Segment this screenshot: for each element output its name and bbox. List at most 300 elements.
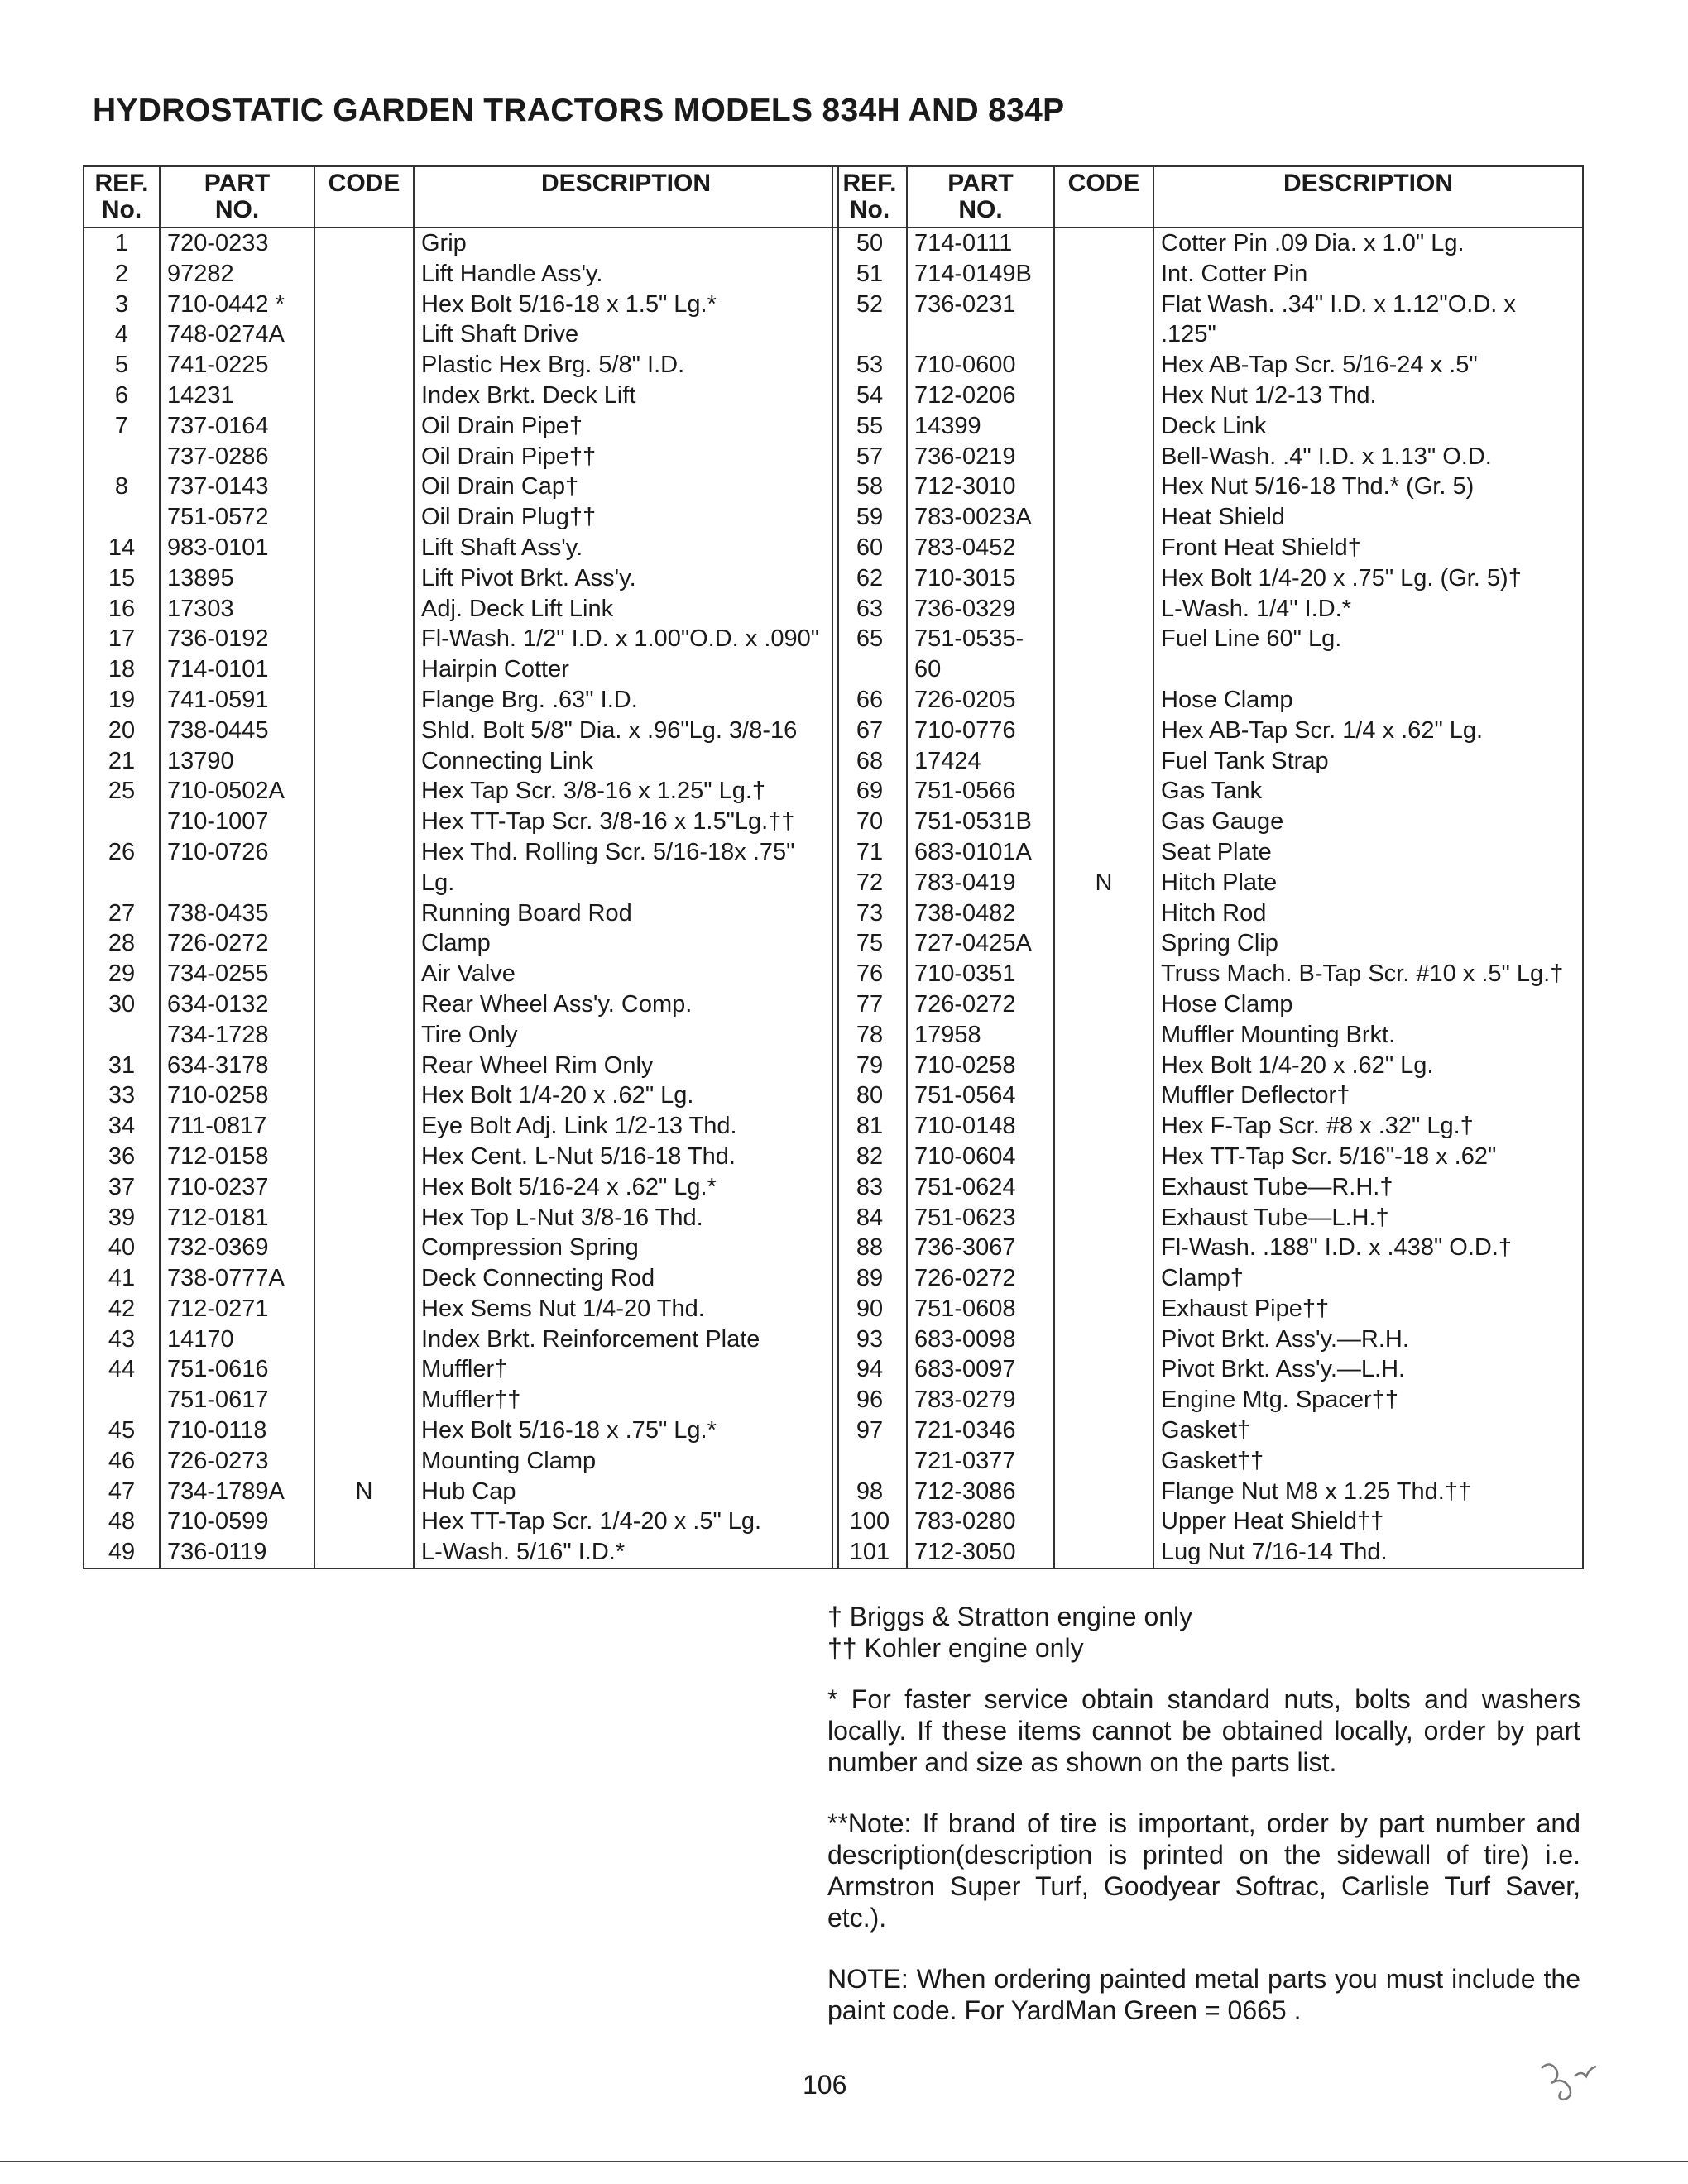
- table-row: [832, 228, 1583, 259]
- code-cell: [314, 411, 414, 442]
- table-row: [832, 868, 1583, 898]
- description-cell: Seat Plate: [1153, 837, 1583, 868]
- handwritten-mark: [1535, 2052, 1601, 2110]
- part-number-cell: 710-3015: [907, 563, 1054, 594]
- ref-cell: 39: [84, 1203, 160, 1233]
- code-cell: [314, 1385, 414, 1415]
- page-title: HYDROSTATIC GARDEN TRACTORS MODELS 834H AND 834P: [93, 93, 1065, 128]
- ref-cell: 70: [832, 807, 907, 837]
- table-row: [832, 1415, 1583, 1446]
- description-cell: Truss Mach. B-Tap Scr. #10 x .5" Lg.†: [1153, 959, 1583, 989]
- part-number-cell: [907, 319, 1054, 350]
- table-row: [84, 594, 838, 625]
- description-cell: Hex Thd. Rolling Scr. 5/16-18x .75": [414, 837, 838, 868]
- part-number-cell: 738-0777A: [160, 1263, 314, 1294]
- part-number-cell: 751-0616: [160, 1354, 314, 1385]
- code-cell: [314, 716, 414, 746]
- table-row: [84, 1080, 838, 1111]
- code-cell: [314, 868, 414, 898]
- code-cell: [314, 746, 414, 777]
- code-cell: [1054, 1446, 1153, 1477]
- ref-cell: [832, 319, 907, 350]
- table-header-row: [84, 166, 838, 228]
- description-cell: Lift Shaft Ass'y.: [414, 533, 838, 563]
- code-cell: [314, 898, 414, 929]
- code-cell: [1054, 837, 1153, 868]
- ref-cell: 21: [84, 746, 160, 777]
- part-number-cell: 720-0233: [160, 228, 314, 259]
- ref-cell: 41: [84, 1263, 160, 1294]
- code-cell: [314, 654, 414, 685]
- ref-cell: 59: [832, 502, 907, 533]
- part-number-cell: 737-0164: [160, 411, 314, 442]
- code-cell: [1054, 533, 1153, 563]
- part-number-cell: 710-0604: [907, 1142, 1054, 1172]
- description-cell: Hex F-Tap Scr. #8 x .32" Lg.†: [1153, 1111, 1583, 1142]
- code-cell: [314, 624, 414, 654]
- table-row: [832, 1263, 1583, 1294]
- code-cell: [1054, 1142, 1153, 1172]
- code-cell: [1054, 594, 1153, 625]
- code-cell: [314, 472, 414, 502]
- description-cell: Oil Drain Pipe††: [414, 442, 838, 472]
- part-number-cell: 17303: [160, 594, 314, 625]
- part-number-cell: 738-0482: [907, 898, 1054, 929]
- table-row: [84, 1142, 838, 1172]
- code-cell: [314, 442, 414, 472]
- part-number-cell: [160, 868, 314, 898]
- part-number-cell: 727-0425A: [907, 928, 1054, 959]
- code-cell: [1054, 1263, 1153, 1294]
- code-cell: [1054, 319, 1153, 350]
- table-row: [832, 1051, 1583, 1081]
- part-number-cell: 734-0255: [160, 959, 314, 989]
- code-cell: [1054, 776, 1153, 807]
- part-number-cell: 783-0452: [907, 533, 1054, 563]
- code-cell: [314, 1051, 414, 1081]
- code-cell: [1054, 1020, 1153, 1051]
- description-cell: Oil Drain Pipe†: [414, 411, 838, 442]
- table-row: [84, 411, 838, 442]
- ref-cell: 84: [832, 1203, 907, 1233]
- part-number-cell: 13895: [160, 563, 314, 594]
- description-cell: L-Wash. 1/4" I.D.*: [1153, 594, 1583, 625]
- ref-cell: 47: [84, 1477, 160, 1507]
- code-cell: [314, 1537, 414, 1569]
- part-number-cell: 751-0564: [907, 1080, 1054, 1111]
- part-number-cell: 783-0023A: [907, 502, 1054, 533]
- table-row: [84, 1324, 838, 1355]
- description-cell: Hex Bolt 5/16-18 x 1.5" Lg.*: [414, 290, 838, 320]
- description-cell: Spring Clip: [1153, 928, 1583, 959]
- footer-rule: [0, 2161, 1688, 2162]
- description-cell: Muffler†: [414, 1354, 838, 1385]
- table-row: [832, 837, 1583, 868]
- ref-cell: 82: [832, 1142, 907, 1172]
- code-cell: [1054, 716, 1153, 746]
- header-ref: REF. No.: [832, 166, 907, 228]
- ref-cell: 36: [84, 1142, 160, 1172]
- description-cell: Fuel Tank Strap: [1153, 746, 1583, 777]
- description-cell: Rear Wheel Ass'y. Comp.: [414, 989, 838, 1020]
- code-cell: [1054, 1233, 1153, 1263]
- table-row: [84, 1537, 838, 1569]
- table-row: [84, 228, 838, 259]
- code-cell: [1054, 228, 1153, 259]
- table-row: [832, 1385, 1583, 1415]
- ref-cell: [832, 1446, 907, 1477]
- ref-cell: 27: [84, 898, 160, 929]
- part-number-cell: 783-0419: [907, 868, 1054, 898]
- table-header-row: [832, 166, 1583, 228]
- description-cell: Hex Bolt 5/16-18 x .75" Lg.*: [414, 1415, 838, 1446]
- briggs-note: † Briggs & Stratton engine only: [827, 1602, 1193, 1631]
- description-cell: Deck Link: [1153, 411, 1583, 442]
- table-row: [84, 1051, 838, 1081]
- part-number-cell: 710-0351: [907, 959, 1054, 989]
- table-row: [84, 1263, 838, 1294]
- ref-cell: 55: [832, 411, 907, 442]
- ref-cell: 5: [84, 350, 160, 381]
- description-cell: Oil Drain Plug††: [414, 502, 838, 533]
- ref-cell: 52: [832, 290, 907, 320]
- ref-cell: 73: [832, 898, 907, 929]
- table-row: [832, 533, 1583, 563]
- table-row: [84, 502, 838, 533]
- code-cell: [314, 1080, 414, 1111]
- ref-cell: 2: [84, 259, 160, 290]
- table-row: [84, 290, 838, 320]
- table-row: [84, 624, 838, 654]
- description-cell: [1153, 654, 1583, 685]
- ref-cell: 65: [832, 624, 907, 654]
- ref-cell: 69: [832, 776, 907, 807]
- description-cell: Gas Gauge: [1153, 807, 1583, 837]
- ref-cell: 18: [84, 654, 160, 685]
- ref-cell: 62: [832, 563, 907, 594]
- ref-cell: 6: [84, 381, 160, 411]
- part-number-cell: 741-0591: [160, 685, 314, 716]
- engine-legend: [827, 1601, 1580, 1664]
- part-number-cell: 712-3050: [907, 1537, 1054, 1569]
- table-row: [84, 1203, 838, 1233]
- ref-cell: 58: [832, 472, 907, 502]
- code-cell: [1054, 959, 1153, 989]
- part-number-cell: 783-0279: [907, 1385, 1054, 1415]
- description-cell: Engine Mtg. Spacer††: [1153, 1385, 1583, 1415]
- table-row: [832, 290, 1583, 320]
- part-number-cell: 14399: [907, 411, 1054, 442]
- code-cell: [1054, 502, 1153, 533]
- code-cell: [314, 776, 414, 807]
- code-cell: [1054, 1172, 1153, 1203]
- table-row: [832, 685, 1583, 716]
- table-row: [84, 807, 838, 837]
- table-row: [832, 654, 1583, 685]
- table-row: [84, 989, 838, 1020]
- table-row: [84, 1020, 838, 1051]
- table-row: [84, 746, 838, 777]
- part-number-cell: 732-0369: [160, 1233, 314, 1263]
- table-row: [832, 350, 1583, 381]
- ref-cell: 96: [832, 1385, 907, 1415]
- ref-cell: 49: [84, 1537, 160, 1569]
- table-row: [832, 563, 1583, 594]
- table-row: [84, 1446, 838, 1477]
- ref-cell: 94: [832, 1354, 907, 1385]
- description-cell: Hex Bolt 1/4-20 x .62" Lg.: [414, 1080, 838, 1111]
- description-cell: Hex TT-Tap Scr. 1/4-20 x .5" Lg.: [414, 1506, 838, 1537]
- parts-table-left: [83, 165, 839, 1569]
- code-cell: [1054, 1294, 1153, 1324]
- part-number-cell: 726-0272: [160, 928, 314, 959]
- ref-cell: 8: [84, 472, 160, 502]
- table-row: [84, 868, 838, 898]
- description-cell: Oil Drain Cap†: [414, 472, 838, 502]
- table-row: [84, 716, 838, 746]
- ref-cell: 26: [84, 837, 160, 868]
- ref-cell: 15: [84, 563, 160, 594]
- description-cell: L-Wash. 5/16" I.D.*: [414, 1537, 838, 1569]
- table-row: [832, 259, 1583, 290]
- description-cell: Hex Bolt 1/4-20 x .62" Lg.: [1153, 1051, 1583, 1081]
- table-row: [832, 1172, 1583, 1203]
- table-row: [84, 776, 838, 807]
- code-cell: [1054, 685, 1153, 716]
- part-number-cell: 710-0726: [160, 837, 314, 868]
- part-number-cell: 634-0132: [160, 989, 314, 1020]
- part-number-cell: 751-0572: [160, 502, 314, 533]
- table-row: [832, 716, 1583, 746]
- part-number-cell: 710-0502A: [160, 776, 314, 807]
- ref-cell: [84, 1020, 160, 1051]
- ref-cell: 88: [832, 1233, 907, 1263]
- description-cell: Hex Nut 1/2-13 Thd.: [1153, 381, 1583, 411]
- ref-cell: 80: [832, 1080, 907, 1111]
- description-cell: Gasket††: [1153, 1446, 1583, 1477]
- table-row: [832, 319, 1583, 350]
- service-note: * For faster service obtain standard nuts, bolts and washers locally. If these items cannot be obtained locally, order by part number and size as shown on the parts list.: [827, 1684, 1580, 1777]
- table-row: [832, 776, 1583, 807]
- ref-cell: 79: [832, 1051, 907, 1081]
- part-number-cell: 751-0623: [907, 1203, 1054, 1233]
- description-cell: Grip: [414, 228, 838, 259]
- description-cell: Shld. Bolt 5/8" Dia. x .96"Lg. 3/8-16: [414, 716, 838, 746]
- description-cell: Pivot Brkt. Ass'y.—R.H.: [1153, 1324, 1583, 1355]
- description-cell: Bell-Wash. .4" I.D. x 1.13" O.D.: [1153, 442, 1583, 472]
- description-cell: Hex Top L-Nut 3/8-16 Thd.: [414, 1203, 838, 1233]
- part-number-cell: 710-0442 *: [160, 290, 314, 320]
- part-number-cell: 726-0272: [907, 1263, 1054, 1294]
- description-cell: Fl-Wash. 1/2" I.D. x 1.00"O.D. x .090": [414, 624, 838, 654]
- table-row: [832, 746, 1583, 777]
- paint-note: NOTE: When ordering painted metal parts you must include the paint code. For YardMan Green = 0665 .: [827, 1964, 1580, 2025]
- code-cell: [314, 1142, 414, 1172]
- part-number-cell: 710-0118: [160, 1415, 314, 1446]
- part-number-cell: 983-0101: [160, 533, 314, 563]
- description-cell: Front Heat Shield†: [1153, 533, 1583, 563]
- code-cell: [314, 1111, 414, 1142]
- code-cell: [314, 807, 414, 837]
- table-row: [832, 1111, 1583, 1142]
- part-number-cell: 17424: [907, 746, 1054, 777]
- description-cell: Int. Cotter Pin: [1153, 259, 1583, 290]
- part-number-cell: 738-0435: [160, 898, 314, 929]
- part-number-cell: 783-0280: [907, 1506, 1054, 1537]
- part-number-cell: 738-0445: [160, 716, 314, 746]
- part-number-cell: 751-0624: [907, 1172, 1054, 1203]
- ref-cell: 53: [832, 350, 907, 381]
- table-row: [84, 654, 838, 685]
- code-cell: [314, 1233, 414, 1263]
- ref-cell: 71: [832, 837, 907, 868]
- part-number-cell: 60: [907, 654, 1054, 685]
- description-cell: Plastic Hex Brg. 5/8" I.D.: [414, 350, 838, 381]
- description-cell: Fl-Wash. .188" I.D. x .438" O.D.†: [1153, 1233, 1583, 1263]
- code-cell: [314, 837, 414, 868]
- tire-note: **Note: If brand of tire is important, order by part number and description(description is printed on the sidewall of tire) i.e. Armstron Super Turf, Goodyear Softrac, Carlisle Turf Saver, etc.).: [827, 1808, 1580, 1933]
- description-cell: Lift Shaft Drive: [414, 319, 838, 350]
- description-cell: Connecting Link: [414, 746, 838, 777]
- ref-cell: 40: [84, 1233, 160, 1263]
- description-cell: Hose Clamp: [1153, 989, 1583, 1020]
- ref-cell: 44: [84, 1354, 160, 1385]
- code-cell: [1054, 563, 1153, 594]
- ref-cell: 101: [832, 1537, 907, 1569]
- header-ref: REF. No.: [84, 166, 160, 228]
- ref-cell: 76: [832, 959, 907, 989]
- table-row: [84, 928, 838, 959]
- part-number-cell: 714-0101: [160, 654, 314, 685]
- part-number-cell: 726-0272: [907, 989, 1054, 1020]
- table-row: [84, 319, 838, 350]
- table-row: [832, 1537, 1583, 1569]
- table-row: [832, 442, 1583, 472]
- ref-cell: 81: [832, 1111, 907, 1142]
- table-row: [832, 1294, 1583, 1324]
- part-number-cell: 14170: [160, 1324, 314, 1355]
- code-cell: N: [314, 1477, 414, 1507]
- ref-cell: 63: [832, 594, 907, 625]
- part-number-cell: 734-1728: [160, 1020, 314, 1051]
- code-cell: [1054, 1051, 1153, 1081]
- code-cell: [1054, 472, 1153, 502]
- code-cell: [1054, 442, 1153, 472]
- description-cell: Fuel Line 60" Lg.: [1153, 624, 1583, 654]
- ref-cell: 98: [832, 1477, 907, 1507]
- description-cell: Tire Only: [414, 1020, 838, 1051]
- code-cell: [1054, 898, 1153, 929]
- ref-cell: 37: [84, 1172, 160, 1203]
- header-part: PART NO.: [907, 166, 1054, 228]
- table-row: [832, 1020, 1583, 1051]
- ref-cell: 31: [84, 1051, 160, 1081]
- code-cell: [1054, 1537, 1153, 1569]
- ref-cell: 67: [832, 716, 907, 746]
- ref-cell: 100: [832, 1506, 907, 1537]
- ref-cell: 90: [832, 1294, 907, 1324]
- code-cell: [314, 594, 414, 625]
- table-row: [84, 1385, 838, 1415]
- table-row: [832, 1203, 1583, 1233]
- code-cell: [314, 319, 414, 350]
- table-row: [832, 959, 1583, 989]
- code-cell: [1054, 411, 1153, 442]
- description-cell: Lift Handle Ass'y.: [414, 259, 838, 290]
- description-cell: Upper Heat Shield††: [1153, 1506, 1583, 1537]
- part-number-cell: 736-0329: [907, 594, 1054, 625]
- table-row: [84, 259, 838, 290]
- part-number-cell: 14231: [160, 381, 314, 411]
- ref-cell: 28: [84, 928, 160, 959]
- description-cell: Muffler Mounting Brkt.: [1153, 1020, 1583, 1051]
- description-cell: Exhaust Pipe††: [1153, 1294, 1583, 1324]
- description-cell: Muffler Deflector†: [1153, 1080, 1583, 1111]
- code-cell: [1054, 746, 1153, 777]
- ref-cell: 60: [832, 533, 907, 563]
- description-cell: Exhaust Tube—R.H.†: [1153, 1172, 1583, 1203]
- part-number-cell: 710-1007: [160, 807, 314, 837]
- part-number-cell: 751-0608: [907, 1294, 1054, 1324]
- description-cell: Lug Nut 7/16-14 Thd.: [1153, 1537, 1583, 1569]
- code-cell: [1054, 350, 1153, 381]
- code-cell: [1054, 1354, 1153, 1385]
- code-cell: [314, 1294, 414, 1324]
- table-row: [84, 1233, 838, 1263]
- part-number-cell: 721-0377: [907, 1446, 1054, 1477]
- ref-cell: 34: [84, 1111, 160, 1142]
- ref-cell: 4: [84, 319, 160, 350]
- table-row: [832, 472, 1583, 502]
- kohler-note: †† Kohler engine only: [827, 1633, 1084, 1663]
- code-cell: [1054, 1324, 1153, 1355]
- part-number-cell: 712-0206: [907, 381, 1054, 411]
- code-cell: [314, 1263, 414, 1294]
- ref-cell: 50: [832, 228, 907, 259]
- page-number: 106: [803, 2070, 847, 2100]
- code-cell: [314, 989, 414, 1020]
- table-row: [832, 1324, 1583, 1355]
- description-cell: Hex Cent. L-Nut 5/16-18 Thd.: [414, 1142, 838, 1172]
- part-number-cell: 736-0192: [160, 624, 314, 654]
- part-number-cell: 751-0617: [160, 1385, 314, 1415]
- part-number-cell: 97282: [160, 259, 314, 290]
- header-description: DESCRIPTION: [1153, 166, 1583, 228]
- part-number-cell: 710-0148: [907, 1111, 1054, 1142]
- part-number-cell: 712-3010: [907, 472, 1054, 502]
- description-cell: Lg.: [414, 868, 838, 898]
- ref-cell: 75: [832, 928, 907, 959]
- ref-cell: 1: [84, 228, 160, 259]
- table-row: [832, 411, 1583, 442]
- table-row: [832, 1080, 1583, 1111]
- code-cell: [314, 1172, 414, 1203]
- ref-cell: 14: [84, 533, 160, 563]
- code-cell: [314, 563, 414, 594]
- table-row: [832, 989, 1583, 1020]
- description-cell: Hex Nut 5/16-18 Thd.* (Gr. 5): [1153, 472, 1583, 502]
- ref-cell: 43: [84, 1324, 160, 1355]
- part-number-cell: 712-0271: [160, 1294, 314, 1324]
- code-cell: [1054, 1203, 1153, 1233]
- code-cell: [1054, 259, 1153, 290]
- table-row: [84, 563, 838, 594]
- description-cell: Hitch Plate: [1153, 868, 1583, 898]
- description-cell: Mounting Clamp: [414, 1446, 838, 1477]
- part-number-cell: 736-0119: [160, 1537, 314, 1569]
- part-number-cell: 683-0097: [907, 1354, 1054, 1385]
- part-number-cell: 737-0286: [160, 442, 314, 472]
